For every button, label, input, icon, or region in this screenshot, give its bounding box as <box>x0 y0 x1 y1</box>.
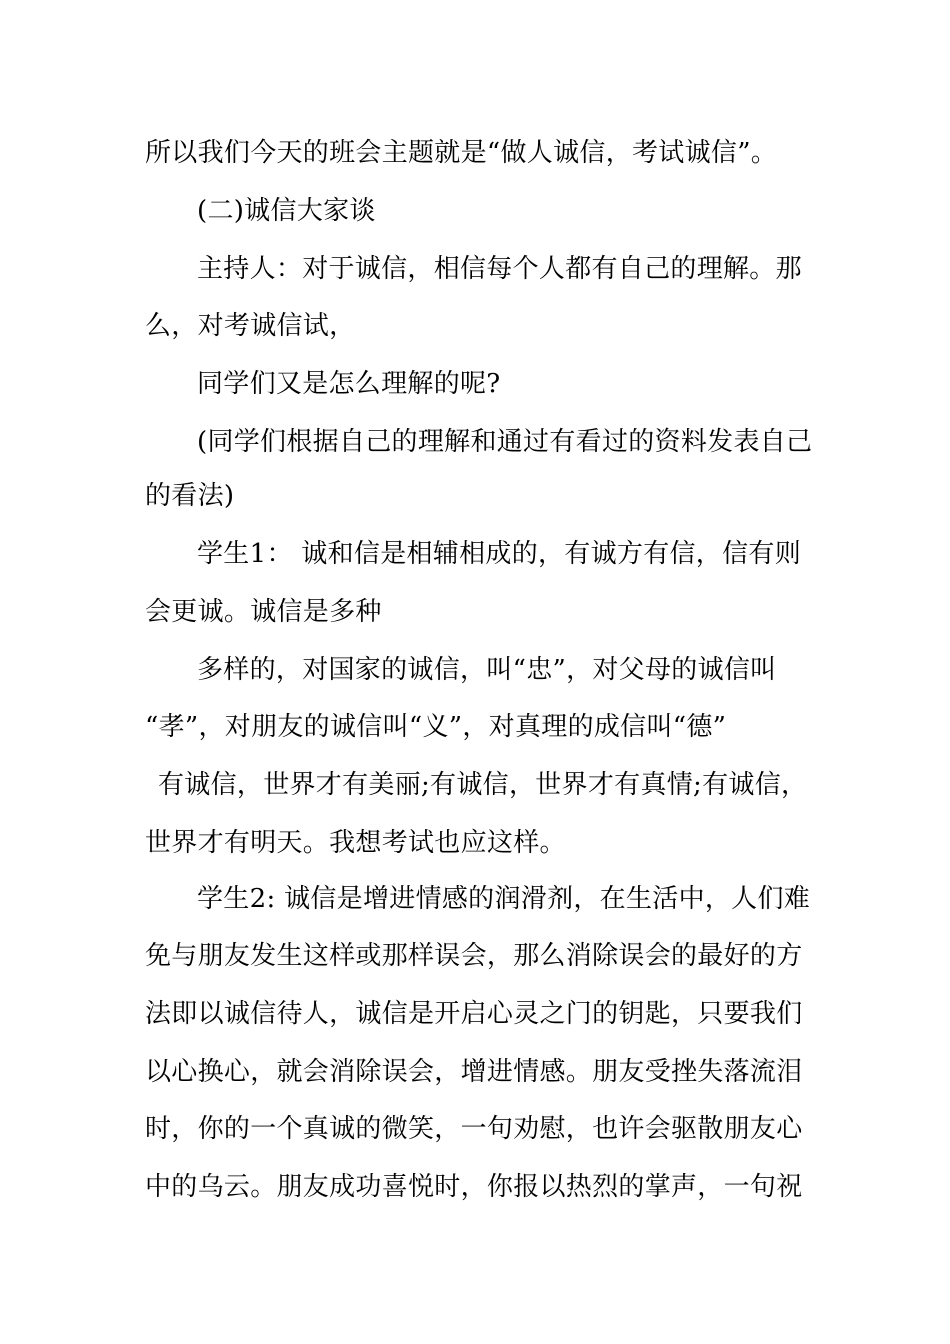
text-line: 的看法) <box>145 481 235 511</box>
text-line: (同学们根据自己的理解和通过有看过的资料发表自己 <box>197 427 813 457</box>
text-line: 所以我们今天的班会主题就是“做人诚信，考试诚信”。 <box>145 138 778 168</box>
text-line: 法即以诚信待人，诚信是开启心灵之门的钥匙，只要我们 <box>145 999 803 1029</box>
text-line: 会更诚。诚信是多种 <box>145 597 382 627</box>
section-heading: (二)诚信大家谈 <box>197 196 376 226</box>
text-line: 有诚信，世界才有美丽;有诚信，世界才有真情;有诚信， <box>158 770 808 800</box>
text-line: 世界才有明天。我想考试也应这样。 <box>145 828 566 858</box>
text-line: 中的乌云。朋友成功喜悦时，你报以热烈的掌声，一句祝 <box>145 1172 803 1202</box>
text-line: 么，对考诚信试， <box>145 311 356 341</box>
text-line: 学生1： 诚和信是相辅相成的，有诚方有信，信有则 <box>197 539 802 569</box>
text-line: 学生2: 诚信是增进情感的润滑剂，在生活中，人们难 <box>197 884 811 914</box>
text-line: 同学们又是怎么理解的呢? <box>197 369 501 399</box>
text-line: “孝”，对朋友的诚信叫“义”，对真理的成信叫“德” <box>145 712 727 742</box>
text-line: 主持人：对于诚信，相信每个人都有自己的理解。那 <box>197 254 802 284</box>
text-line: 以心换心，就会消除误会，增进情感。朋友受挫失落流泪 <box>145 1057 803 1087</box>
text-line: 时，你的一个真诚的微笑，一句劝慰，也许会驱散朋友心 <box>145 1114 803 1144</box>
text-line: 多样的，对国家的诚信，叫“忠”，对父母的诚信叫 <box>197 655 777 685</box>
text-line: 免与朋友发生这样或那样误会，那么消除误会的最好的方 <box>145 941 803 971</box>
